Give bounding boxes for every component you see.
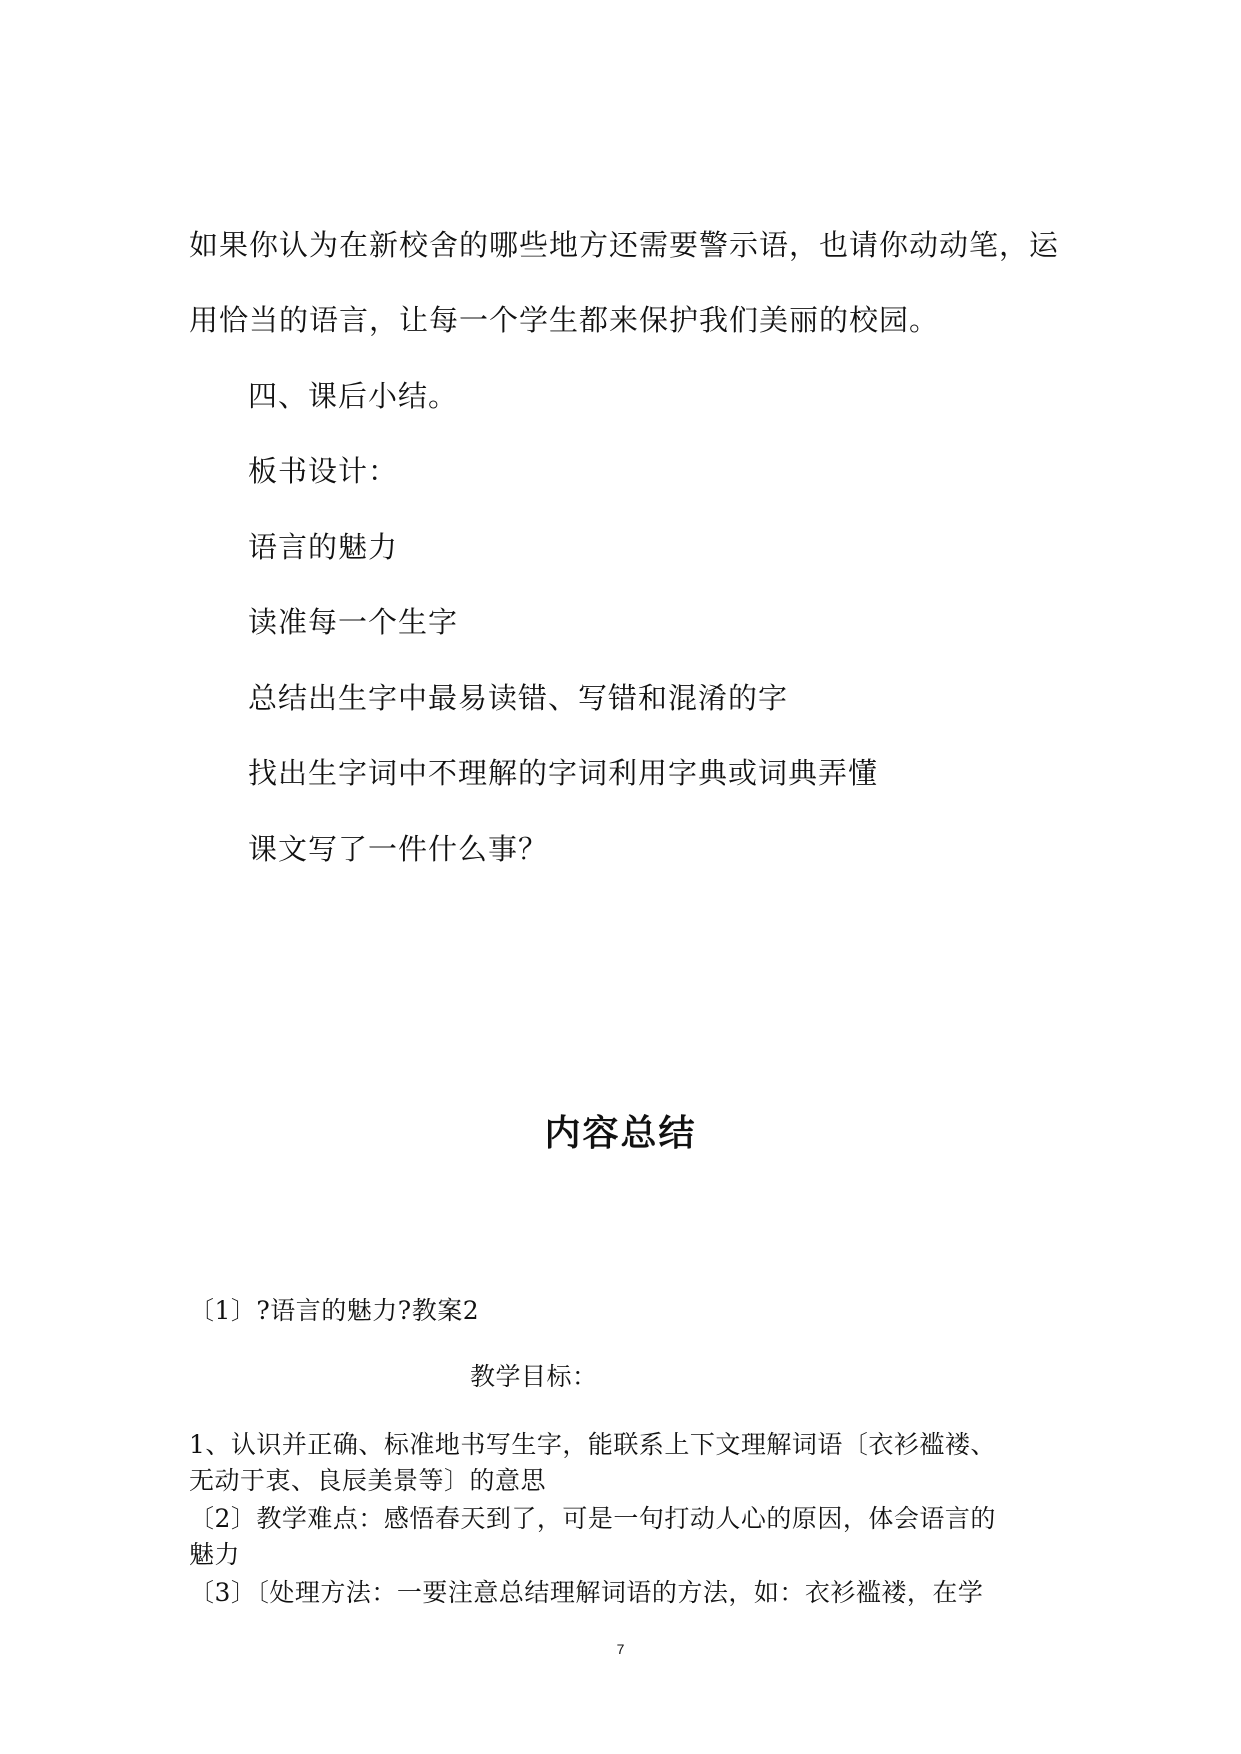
board-item: 总结出生字中最易读错、写错和混淆的字 <box>248 681 789 715</box>
summary-item-2-line-1: 〔2〕教学难点：感悟春天到了，可是一句打动人心的原因，体会语言的 <box>189 1504 996 1533</box>
board-design-label: 板书设计： <box>248 454 399 488</box>
summary-item-1: 〔1〕?语言的魅力?教案2 <box>189 1296 480 1325</box>
body-paragraph-line-1: 如果你认为在新校舍的哪些地方还需要警示语，也请你动动笔，运 <box>189 228 1060 262</box>
board-item: 语言的魅力 <box>248 530 399 564</box>
summary-item-2-line-2: 魅力 <box>189 1540 241 1569</box>
goal-1-line-1: 1、认识并正确、标准地书写生字，能联系上下文理解词语〔衣衫褴褛、 <box>189 1430 996 1459</box>
summary-heading: 内容总结 <box>544 1113 697 1154</box>
page-number: 7 <box>616 1641 625 1657</box>
body-paragraph-line-2: 用恰当的语言，让每一个学生都来保护我们美丽的校园。 <box>189 303 940 337</box>
section-four-heading: 四、课后小结。 <box>248 379 459 413</box>
teaching-goals-label: 教学目标： <box>470 1362 598 1391</box>
summary-item-3-line-1: 〔3〕〔处理方法：一要注意总结理解词语的方法，如：衣衫褴褛，在学 <box>189 1578 984 1607</box>
board-item: 找出生字词中不理解的字词利用字典或词典弄懂 <box>248 756 879 790</box>
board-item: 读准每一个生字 <box>248 605 459 639</box>
board-item: 课文写了一件什么事？ <box>248 832 549 866</box>
goal-1-line-2: 无动于衷、良辰美景等〕的意思 <box>189 1466 547 1495</box>
